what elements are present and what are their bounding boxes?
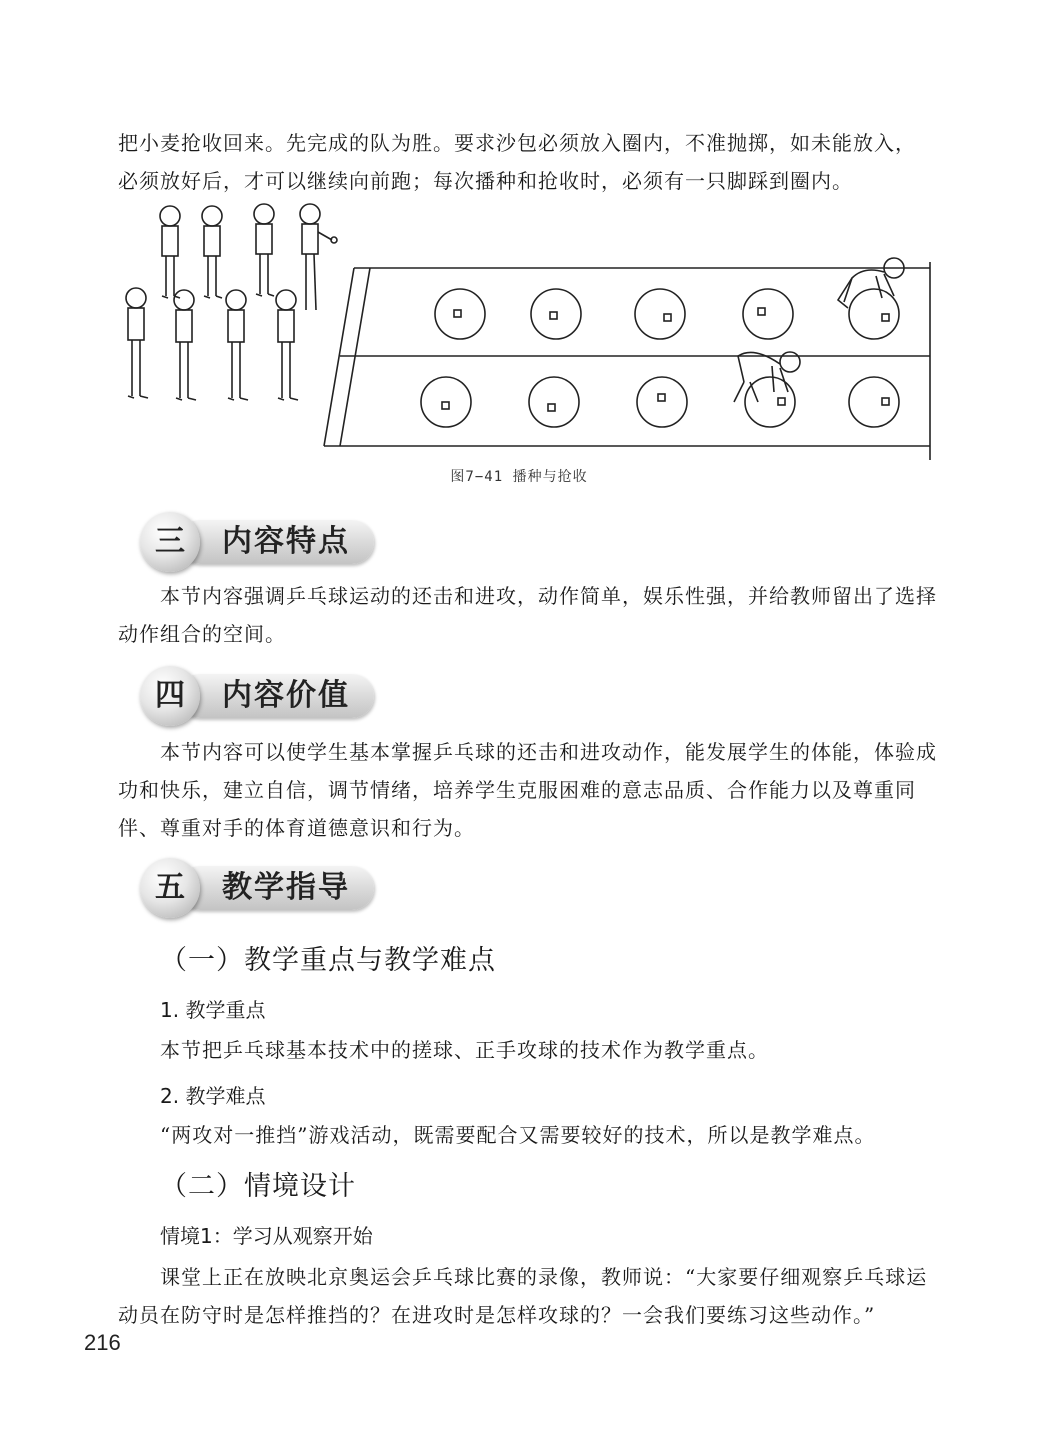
scenario-1-title: 情境1：学习从观察开始 <box>160 1224 373 1248</box>
students-front-row <box>126 288 298 400</box>
section-3-number: 三 <box>140 512 200 572</box>
section-4-paragraph <box>118 733 940 847</box>
section-5-number: 五 <box>140 858 200 918</box>
students-back-row <box>160 204 337 310</box>
section-3-paragraph <box>118 577 940 653</box>
bottom-lane-circles <box>421 377 899 427</box>
intro-line-2: 必须放好后，才可以继续向前跑；每次播种和抢收时，必须有一只脚踩到圈内。 <box>118 169 853 193</box>
section-4-line-2: 成功和快乐，建立自信，调节情绪，培养学生克服困难的意志品质、合作能力以及尊重 <box>118 740 937 802</box>
section-4-line-1: 本节内容可以使学生基本掌握乒乓球的还击和进攻动作，能发展学生的体能，体验 <box>160 740 916 764</box>
item-1-text: 本节把乒乓球基本技术中的搓球、正手攻球的技术作为教学重点。 <box>160 1038 769 1062</box>
subsection-2-title: （二）情境设计 <box>160 1171 356 1202</box>
section-3-line-2: 择动作组合的空间。 <box>118 584 937 646</box>
item-2-text: “两攻对一推挡”游戏活动，既需要配合又需要较好的技术，所以是教学难点。 <box>160 1123 876 1147</box>
field-start-inner-line <box>340 268 370 446</box>
section-4-title: 内容价值 <box>222 678 350 713</box>
subsection-1-title: （一）教学重点与教学难点 <box>160 945 496 976</box>
scenario-1-line-1: 课堂上正在放映北京奥运会乒乓球比赛的录像，教师说：“大家要仔细观察乒乓球 <box>160 1265 907 1289</box>
scenario-1-paragraph <box>118 1258 940 1334</box>
section-5-heading <box>140 858 380 918</box>
intro-line-1: 把小麦抢收回来。先完成的队为胜。要求沙包必须放入圈内，不准抛掷，如未能放入， <box>118 131 916 155</box>
intro-paragraph <box>118 124 940 200</box>
section-5-title: 教学指导 <box>222 870 350 905</box>
page-number: 216 <box>84 1330 121 1355</box>
section-4-number: 四 <box>140 666 200 726</box>
section-4-line-3: 同伴、尊重对手的体育道德意识和行为。 <box>118 778 916 840</box>
section-3-title: 内容特点 <box>222 524 350 559</box>
item-1-title: 1. 教学重点 <box>160 998 266 1022</box>
sowing-harvest-illustration <box>118 196 940 468</box>
section-4-heading <box>140 666 380 726</box>
section-3-heading <box>140 512 380 572</box>
field-start-line <box>324 268 354 446</box>
figure-caption: 图7−41 播种与抢收 <box>450 469 588 485</box>
item-2-title: 2. 教学难点 <box>160 1084 266 1108</box>
top-lane-circles <box>435 289 899 339</box>
section-3-line-1: 本节内容强调乒乓球运动的还击和进攻，动作简单，娱乐性强，并给教师留出了选 <box>160 584 916 608</box>
scenario-1-line-2: 运动员在防守时是怎样推挡的？在进攻时是怎样攻球的？一会我们要练习这些动作。” <box>118 1265 928 1327</box>
